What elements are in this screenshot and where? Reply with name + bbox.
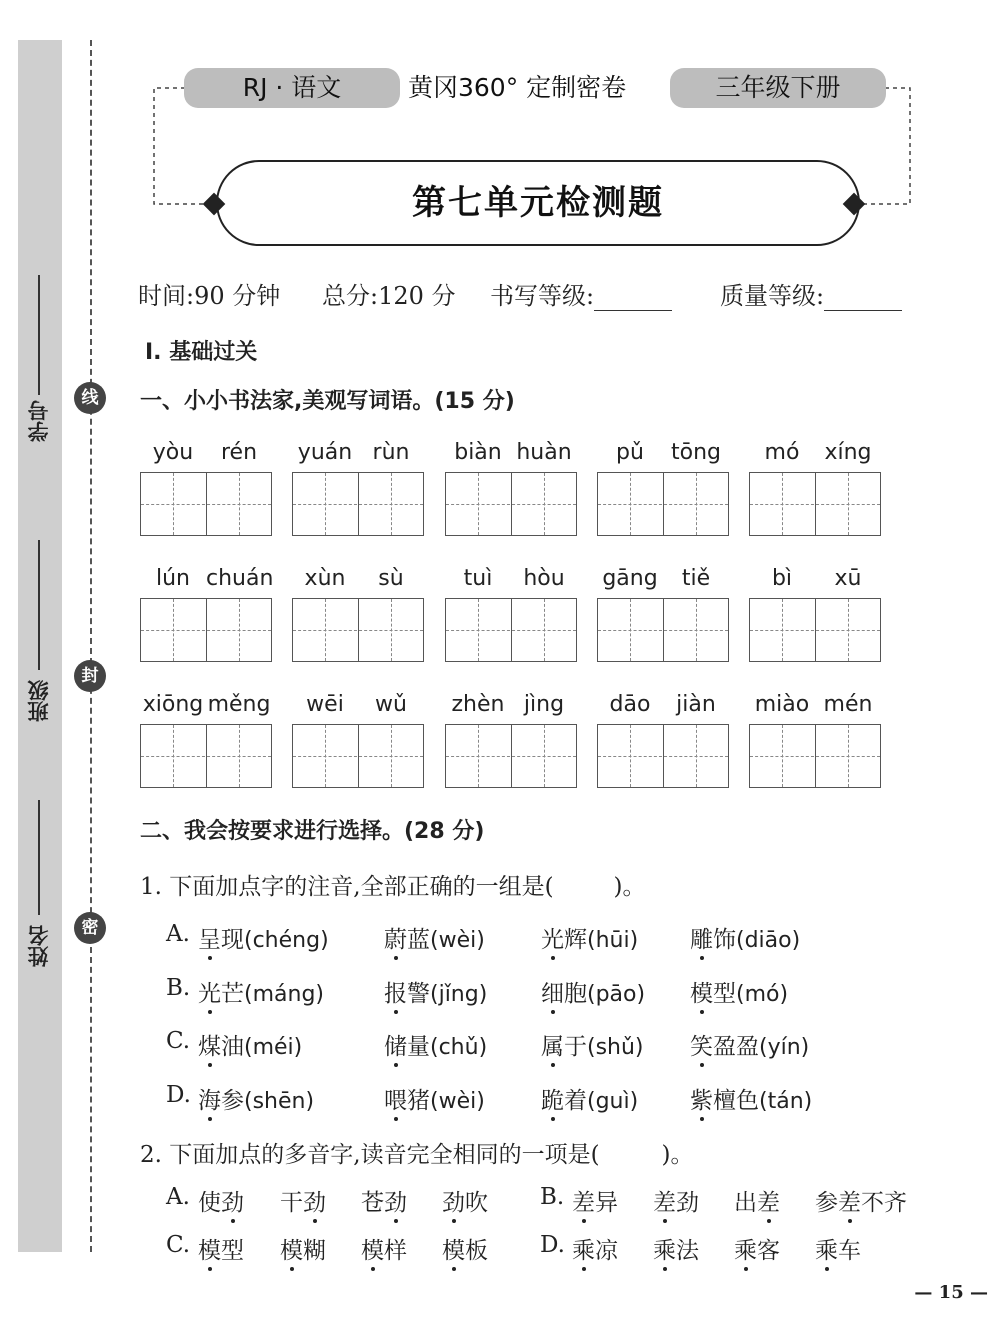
pinyin-label: jìng (523, 692, 565, 717)
option-word: 使劲 (198, 1190, 244, 1216)
quality-grade-blank[interactable] (824, 286, 902, 311)
dotted-character: 跪 (541, 1088, 564, 1114)
student-id-field[interactable] (38, 275, 40, 395)
dotted-character: 模 (361, 1238, 384, 1264)
option-word: 紫檀色(tán) (690, 1088, 813, 1114)
pinyin-label: měng (207, 692, 271, 717)
pinyin-label: dāo (609, 692, 651, 717)
writing-grade-blank[interactable] (594, 286, 672, 311)
dotted-character: 储 (384, 1034, 407, 1060)
writing-box[interactable] (292, 472, 424, 536)
option-label[interactable]: C. (166, 1028, 191, 1054)
dotted-character: 劲 (384, 1190, 407, 1216)
dotted-character: 劲 (221, 1190, 244, 1216)
pinyin-label: miào (754, 692, 810, 717)
option-label[interactable]: B. (166, 975, 191, 1001)
writing-grade-label: 书写等级: (490, 276, 672, 311)
class-label: 班级 (27, 680, 51, 722)
pinyin-label: huàn (516, 440, 572, 465)
option-label[interactable]: A. (166, 921, 190, 947)
binding-strip (18, 40, 62, 1252)
option-word: 属于(shǔ) (541, 1034, 644, 1060)
page-title: 第七单元检测题 (412, 183, 664, 223)
writing-box[interactable] (749, 724, 881, 788)
dotted-character: 模 (198, 1238, 221, 1264)
dotted-character: 光 (541, 927, 564, 953)
option-word: 蔚蓝(wèi) (384, 927, 485, 953)
pinyin-label: tiě (681, 566, 711, 591)
option-word: 煤油(méi) (198, 1034, 303, 1060)
pinyin-label: xiōng (142, 692, 204, 717)
option-word: 模样 (361, 1238, 407, 1264)
option-word: 模板 (442, 1238, 488, 1264)
page-number: — 15 — (914, 1282, 988, 1303)
writing-box[interactable] (140, 598, 272, 662)
pinyin-label: lún (156, 566, 190, 591)
writing-box[interactable] (140, 472, 272, 536)
dotted-character: 劲 (303, 1190, 326, 1216)
series-title: 黄冈360° 定制密卷 (408, 73, 627, 102)
writing-box[interactable] (597, 724, 729, 788)
option-word: 模糊 (280, 1238, 326, 1264)
pinyin-label: mó (764, 440, 800, 465)
pinyin-label: zhèn (451, 692, 505, 717)
seal-line: 线 (74, 382, 106, 414)
option-word: 差异 (572, 1190, 618, 1216)
option-word: 乘车 (815, 1238, 861, 1264)
dotted-character: 差 (653, 1190, 676, 1216)
writing-box[interactable] (749, 472, 881, 536)
option-word: 光芒(máng) (198, 981, 324, 1007)
pinyin-label: rén (220, 440, 258, 465)
option-word: 乘法 (653, 1238, 699, 1264)
option-word: 模型 (198, 1238, 244, 1264)
option-word: 跪着(guì) (541, 1088, 639, 1114)
option-label[interactable]: D. (540, 1232, 565, 1258)
pinyin-label: biàn (454, 440, 502, 465)
dotted-character: 模 (280, 1238, 303, 1264)
option-word: 储量(chǔ) (384, 1034, 488, 1060)
pinyin-label: xíng (824, 440, 872, 465)
option-label[interactable]: C. (166, 1232, 191, 1258)
writing-box[interactable] (292, 724, 424, 788)
dotted-character: 属 (541, 1034, 564, 1060)
dotted-character: 笑 (690, 1034, 713, 1060)
dotted-character: 乘 (734, 1238, 757, 1264)
option-word: 出差 (734, 1190, 780, 1216)
pinyin-label: bì (771, 566, 793, 591)
pinyin-label: tuì (463, 566, 493, 591)
option-word: 光辉(hūi) (541, 927, 639, 953)
score-info: 总分:120 分 (322, 282, 456, 310)
quality-grade-label: 质量等级: (720, 276, 902, 311)
pinyin-label: yòu (152, 440, 194, 465)
dotted-character: 模 (690, 981, 713, 1007)
writing-box[interactable] (597, 598, 729, 662)
dotted-character: 报 (384, 981, 407, 1007)
name-field[interactable] (38, 800, 40, 915)
pinyin-label: wēi (306, 692, 344, 717)
question-2: 2. 下面加点的多音字,读音完全相同的一项是( )。 (140, 1142, 694, 1168)
writing-box[interactable] (749, 598, 881, 662)
option-word: 细胞(pāo) (541, 981, 646, 1007)
dotted-character: 细 (541, 981, 564, 1007)
dotted-character: 喂 (384, 1088, 407, 1114)
option-word: 喂猪(wèi) (384, 1088, 485, 1114)
pinyin-label: tōng (671, 440, 721, 465)
pinyin-label: jiàn (676, 692, 716, 717)
pinyin-label: yuán (297, 440, 353, 465)
pinyin-label: pǔ (616, 440, 644, 465)
pinyin-label: xùn (304, 566, 346, 591)
option-word: 呈现(chéng) (198, 927, 329, 953)
seal-secret: 密 (74, 912, 106, 944)
dotted-character: 煤 (198, 1034, 221, 1060)
pinyin-label: xū (834, 566, 862, 591)
class-field[interactable] (38, 540, 40, 670)
option-word: 干劲 (280, 1190, 326, 1216)
student-id-label: 学号 (27, 400, 51, 442)
seal-seal: 封 (74, 660, 106, 692)
option-label[interactable]: D. (166, 1082, 191, 1108)
dotted-character: 劲 (442, 1190, 465, 1216)
writing-box[interactable] (445, 472, 577, 536)
writing-box[interactable] (445, 724, 577, 788)
dotted-character: 差 (757, 1190, 780, 1216)
option-word: 模型(mó) (690, 981, 789, 1007)
dotted-character: 紫 (690, 1088, 713, 1114)
binding-dashed-line (90, 40, 92, 1252)
writing-box[interactable] (445, 598, 577, 662)
dotted-character: 雕 (690, 927, 713, 953)
pinyin-label: mén (823, 692, 873, 717)
option-word: 劲吹 (442, 1190, 488, 1216)
option-word: 雕饰(diāo) (690, 927, 801, 953)
dotted-character: 差 (838, 1190, 861, 1216)
name-label: 姓名 (27, 925, 51, 967)
pinyin-label: hòu (523, 566, 565, 591)
option-word: 乘凉 (572, 1238, 618, 1264)
option-word: 海参(shēn) (198, 1088, 315, 1114)
option-word: 苍劲 (361, 1190, 407, 1216)
question-1: 1. 下面加点字的注音,全部正确的一组是( )。 (140, 874, 646, 900)
pinyin-label: gāng (602, 566, 658, 591)
writing-box[interactable] (292, 598, 424, 662)
option-word: 笑盈盈(yín) (690, 1034, 810, 1060)
dotted-character: 光 (198, 981, 221, 1007)
part-heading: Ⅰ. 基础过关 (145, 340, 258, 365)
section1-title: 一、小小书法家,美观写词语。(15 分) (140, 389, 515, 414)
option-word: 差劲 (653, 1190, 699, 1216)
writing-box[interactable] (597, 472, 729, 536)
dotted-character: 海 (198, 1088, 221, 1114)
subject-pill: RJ · 语文 (184, 68, 400, 108)
section2-title: 二、我会按要求进行选择。(28 分) (140, 819, 485, 844)
dotted-character: 乘 (653, 1238, 676, 1264)
time-info: 时间:90 分钟 (138, 282, 281, 310)
option-label[interactable]: A. (166, 1184, 190, 1210)
option-word: 参差不齐 (815, 1190, 907, 1216)
option-word: 乘客 (734, 1238, 780, 1264)
dotted-character: 模 (442, 1238, 465, 1264)
dotted-character: 呈 (198, 927, 221, 953)
dotted-character: 乘 (572, 1238, 595, 1264)
writing-box[interactable] (140, 724, 272, 788)
pinyin-label: sù (378, 566, 404, 591)
pinyin-label: chuán (206, 566, 274, 591)
pinyin-label: wǔ (375, 692, 407, 717)
option-label[interactable]: B. (540, 1184, 565, 1210)
grade-pill: 三年级下册 (670, 68, 886, 108)
dotted-character: 乘 (815, 1238, 838, 1264)
dotted-character: 差 (572, 1190, 595, 1216)
dotted-character: 蔚 (384, 927, 407, 953)
option-word: 报警(jǐng) (384, 981, 488, 1007)
pinyin-label: rùn (372, 440, 410, 465)
